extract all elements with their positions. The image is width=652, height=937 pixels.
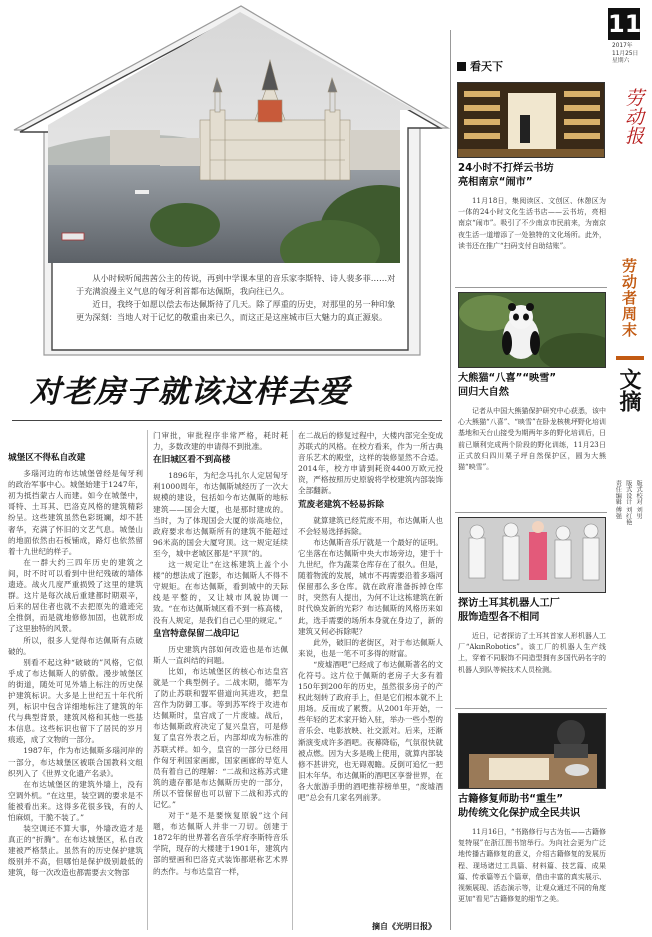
- paragraph: 门审批，审批程序非常严格，耗时耗力，多数改建的申请得不到批准。: [153, 431, 288, 452]
- editor-credit: 版式校对 刘男: [635, 480, 643, 520]
- divider: [455, 708, 607, 709]
- title-line: 24小时不打烊云书坊: [458, 163, 554, 174]
- article-title: [458, 793, 610, 821]
- newspaper-masthead-logo: 劳动报: [622, 88, 644, 145]
- article-body: 记者从中国大熊猫保护研究中心获悉，该中心大熊猫“八喜”、“映雪”在卧龙核桃坪野化培训基地和天台山接受为期两年多的野化培训后，日前已顺利完成两个阶段的野化训练，11月23日正式放归四川栗子坪自然保护区，圆为大熊猫“映雪”。: [458, 407, 606, 472]
- article-body: 11月16日，“书路修行与古为伍——古籍修复特展”在浙江图书馆举行。为向社会更为广泛地传播古籍修复的意义，介绍古籍修复的发展历程、现场诸过工具篇、材料篇、技艺篇、成果篇、传承篇等五个篇章，借由丰富的真实展示、视频展现、活态演示等，让观众通过不同的角度更加“看见”古籍修复的细节之美。: [458, 828, 606, 904]
- paragraph: 1896年，为纪念马扎尔人定居匈牙利1000周年，布达佩斯城经历了一次大规模的建设，包括如今布达佩斯的地标建筑——国会大厦，也是那时建成的。当时，为了体现国会大厦的崇高地位，政府要求布达佩斯所有的建筑不能超过96米高的国会大厦穹顶。这一规定延续至今，城中老城区都是“平顶”的。: [153, 471, 288, 558]
- source-credit: 摘自《光明日报》: [372, 922, 436, 931]
- paragraph: “废墟酒吧”已经成了布达佩斯著名的文化符号。这片位于佩斯的老房子大多有着150年到200年的历史，虽然很多房子的产权此刻转了政府手上，但是它们根本就不上用场。反而成了累赘。从2001年开始，一些年轻的艺术家开始入驻，举办一些小型的音乐会、电影放映、社交派对。后来，还渐渐演变成许多酒吧。夜幕降临，气氛很快就被点燃。因为大多是晚上使用，就算内部装修不甚讲究，也无碍观瞻。反倒可追忆一把旧木年华。布达佩斯的酒吧区享誉世界，在各大旅游手册的酒吧推荐榜单里，“废墟酒吧”总会有几家名列前茅。: [298, 659, 443, 802]
- section-label: 看天下: [470, 60, 503, 73]
- title-line: 助传统文化保护成全民共识: [458, 808, 581, 819]
- paragraph: 此外，破旧的老街区，对于布达佩斯人来说，也是一笔不可多得的财富。: [298, 637, 443, 658]
- article-title: [458, 597, 608, 625]
- paragraph: 历史建筑内部如何改造也是布达佩斯人一直纠结的问题。: [153, 644, 288, 665]
- caption-paragraph: 从小时候听闻茜茜公主的传说，再到中学课本里的音乐家李斯特、诗人裴多菲……对于充满浪漫主义气息的匈牙利首都布达佩斯，我向往已久。: [76, 273, 396, 296]
- paragraph: 别看不起这种“破破的”风格，它似乎成了布达佩斯人的骄傲。漫步城堡区的街道，随处可见外墙上标注的历史保护建筑标识。大多是上世纪五十年代所列，标识中包含详细地标注了建筑的年代与典型背景，建筑风格和其他一些基本信息。这些标识也留下了居民的岁月痕迹，成了文物的一部分。: [8, 657, 143, 745]
- column-divider: [147, 430, 148, 930]
- article-column-3: [298, 430, 443, 930]
- article-body: 11月18日，集阅读区、文创区、休憩区为一体的24小时文化生活书店——云书坊，亮相南京“闹市”。吸引了不少南京市民前来，为南京夜生活一道增添了一处独特的文化场所。此外，读书还在推广“扫码支付自助结账”。: [458, 197, 606, 250]
- editor-credit: 版式设计 刘红艳: [624, 480, 632, 526]
- bookstore-photo: [457, 82, 605, 158]
- subheading: 皇宫特意保留二战印记: [153, 628, 239, 639]
- paragraph: 对于“是不是要恢复原貌”这个问题，布达佩斯人并非一刀切。创建于1872年的世界著名音乐学府李斯特音乐学院，现存的大楼建于1901年，建筑内部的壁画和巴洛克式装饰都堪称艺术界的杰作。与布达皇宫一样，: [153, 811, 288, 876]
- robots-illustration: [459, 518, 606, 593]
- article-title: [458, 372, 608, 400]
- paragraph: 比如，布达城堡区的核心布达皇宫就是一个典型例子。二战末期，德军为了防止苏联和盟军借道向其进攻，把皇宫作为防御工事。等到苏军终于攻进布达佩斯时，皇宫成了一片废墟。战后，布达佩斯政府决定了复兴皇宫，可是修复了皇宫外表之后，内部却成为标准的苏联式样。如今，皇宫的一部分已经用作匈牙利国家画廊，国家画廊的导览人员有着自己的理解：“二战和这栋苏式建筑的遗存都是布达佩斯历史的一部分，所以不管保留也可以留下二战和苏式的记忆。”: [153, 666, 288, 809]
- paragraph: 布达佩斯音乐厅就是一个最好的证明。它坐落在布达佩斯中央大市场旁边，建于十九世纪，作为蔬菜仓库存在了很久。但是，随着物流的发展，城市不再需要沿着多瑙河保留那么多仓库。就在政府准备拆掉仓库时，突然有人提出，为何不让这栋建筑在新时代焕发新的光彩？布达佩斯的风格历来如此，选手需要的场所本身就在身边了，新的建筑又何必拆除呢？: [298, 537, 443, 636]
- title-line: 古籍修复师助书“重生”: [458, 794, 564, 805]
- square-bullet-icon: [457, 62, 466, 71]
- divider: [12, 420, 442, 421]
- article-column-2: [153, 430, 288, 930]
- date-day: 11月25日: [612, 50, 639, 57]
- paragraph: 在布达城堡区的建筑外墙上，没有空调外机。“在这里，装空调的要求是不能被看出来。这得多花很多钱，有的人怕麻烦，干脆不装了。”: [8, 779, 143, 822]
- paragraph: 1987年，作为布达佩斯多瑙河岸的一部分，布达城堡区被联合国教科文组织列入了《世界文化遗产名录》。: [8, 746, 143, 778]
- page-date: [612, 43, 646, 66]
- panda-illustration: [459, 293, 606, 368]
- caption-paragraph: 近日，我终于如愿以偿去布达佩斯待了几天。除了厚重的历史，对那里的另一种印象更为深刻：当地人对于记忆的敬重由来已久，而这正是这座城市巨大魅力的真正源泉。: [76, 299, 396, 322]
- title-line: 探访土耳其机器人工厂: [458, 598, 560, 609]
- article-column-1: [8, 450, 143, 930]
- title-line: 亮相南京“闹市”: [458, 177, 533, 188]
- bookstore-illustration: [458, 83, 605, 158]
- article-title: [458, 162, 608, 190]
- title-line: 回归大自然: [458, 387, 509, 398]
- paragraph: 就算建筑已经荒废不用，布达佩斯人也不会轻易选择拆除。: [298, 515, 443, 536]
- feature-caption: [76, 272, 398, 324]
- digest-title: 文摘: [616, 368, 641, 412]
- title-line: 大熊猫“八喜”“映雪”: [458, 373, 557, 384]
- subheading: 在旧城区看不到高楼: [153, 455, 231, 466]
- date-weekday: 星期六: [612, 58, 630, 64]
- article-body: 近日，记者探访了土耳其首家人形机器人工厂“AkınRobotics”。该工厂的机器人生产线上，穿着不同服饰不同造型拥有多国代码名字的机器人到队等候技术人员检测。: [458, 632, 606, 674]
- restoration-illustration: [459, 714, 606, 789]
- paragraph: 这一规定让“在这栋建筑上盖个小楼”的想法成了泡影，布达佩斯人不得不守规矩。在布达佩斯，看到城中的天际线是平整的，又让城市风貌协调一致。“在布达佩斯城区看不到一栋高楼，没有人规定，是我们自己心里的规定。”: [153, 560, 288, 625]
- title-line: 服饰造型各不相同: [458, 612, 540, 623]
- divider: [455, 287, 607, 288]
- editor-credit: 责任编辑 傅强: [614, 480, 622, 520]
- editor-credits: [614, 480, 648, 590]
- subheading: 城堡区不得私自改建: [8, 453, 86, 463]
- orange-bar-icon: [616, 356, 644, 360]
- robot-factory-photo: [458, 517, 606, 593]
- book-restoration-photo: [458, 713, 606, 789]
- section-heading: [457, 58, 503, 74]
- paragraph: 在一群大约三四年历史的建筑之间，时不时可以看到中世纪残破的墙体遗迹。战火几度严重损毁了这里的建筑群。这片是每次战后重建都时期艰辛，后来的居住者也就不去把原先的遗迹完全推倒，而是就地修修加固，也就形成了这里独特的风景。: [8, 557, 143, 634]
- panda-photo: [458, 292, 606, 368]
- paragraph: 多瑙河边的布达城堡曾经是匈牙利的政治军事中心。城堡始建于1247年，初为抵挡蒙古人而建。如今在城堡中，哥特、土耳其、巴洛克风格的建筑精彩纷呈。这些建筑虽然色彩斑斓，却不甚奢华，充满了怀旧的文艺气息。城堡山的地面依然由石板铺成，路灯也依然留着十九世纪的样子。: [8, 469, 143, 556]
- sidebar-divider: [450, 30, 451, 930]
- date-year: 2017年: [612, 43, 633, 49]
- column-divider: [292, 430, 293, 930]
- weekend-title: 劳动者周末: [620, 258, 638, 338]
- page-number: 11: [608, 10, 642, 38]
- subheading: 荒废老建筑不轻易拆除: [298, 499, 384, 510]
- paragraph: 装空调还不算大事，外墙改造才是真正的“折腾”。在布达城堡区，私自改建被严格禁止。虽然有的历史保护建筑级别并不高，但哪怕是保护级别最低的建筑，每一次改造也都需要去文物部: [8, 824, 143, 878]
- weekend-section-label: [612, 258, 646, 478]
- feature-headline: 对老房子就该这样去爱: [30, 374, 350, 410]
- divider: [455, 512, 607, 513]
- paragraph: 在二战后的修复过程中，大楼内部完全变成苏联式的风格。在校方看来，作为一所古典音乐艺术的殿堂，这样的装修显然不合适。2014年，校方申请到耗资4400万欧元投资，严格按照历史原貌将学校建筑内部装饰全部翻新。: [298, 431, 443, 496]
- paragraph: 所以，很多人觉得布达佩斯有点破破的。: [8, 635, 143, 656]
